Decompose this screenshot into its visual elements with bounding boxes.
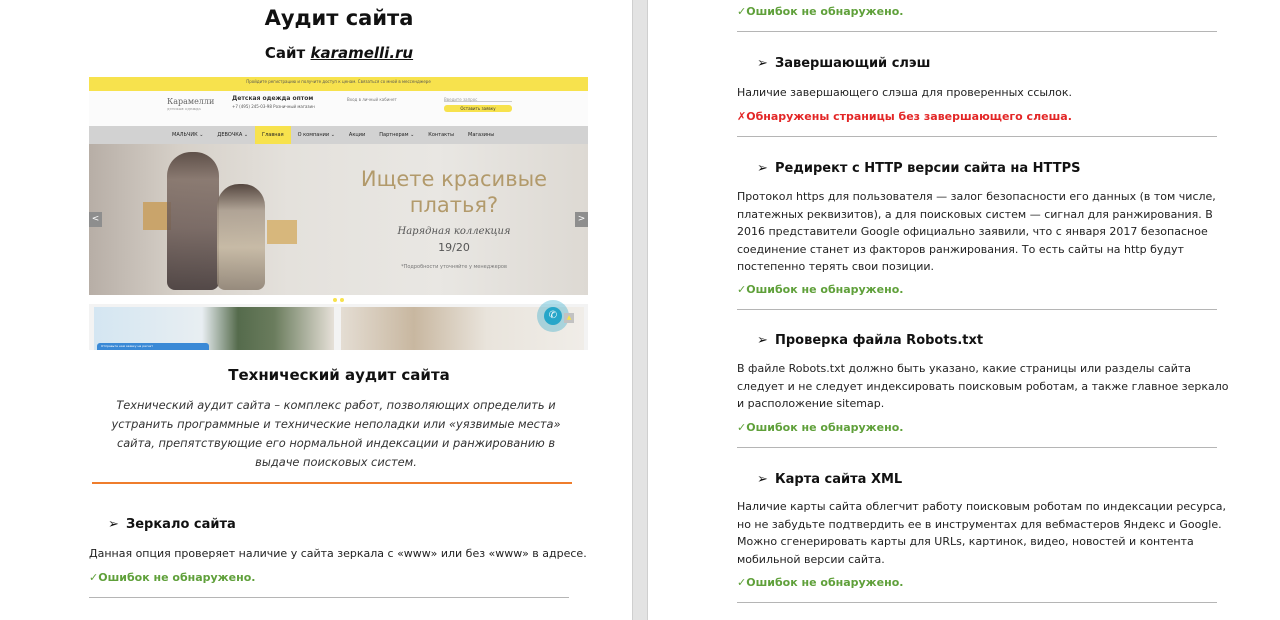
site-nav-item: ДЕВОЧКА ⌄ [217,132,249,138]
tile-banner: Отправьте нам заявку на расчет [97,343,209,350]
section-divider [737,309,1217,310]
arrow-bullet-icon: ➢ [757,161,768,176]
site-link[interactable]: karamelli.ru [310,44,414,62]
section-divider [737,136,1217,137]
girl-photo-right [217,184,265,290]
arrow-bullet-icon: ➢ [757,56,768,71]
girl-photo-left [167,152,219,290]
arrow-bullet-icon: ➢ [757,472,768,487]
site-nav-item: Акции [348,132,366,138]
section-text: Наличие завершающего слэша для проверенных ссылок. [737,86,1072,99]
intro-text: Технический аудит сайта – комплекс работ, позволяющих определить и устранить программные и технические неполадки или «уязвимые места» сайта, препятствующие его нормальной индексации и ранжированию в выдаче поисковых систем. [111,398,561,469]
section-text: Наличие карты сайта облегчит работу поисковым роботам по индексации ресурса, но не забудьте подтвердить ее в инструментах для вебмастеров Яндекс и Google. Можно сгенерировать карты для URLs, картинок, видео, новостей и контента мобильной версии сайта. [737,500,1226,566]
site-hero-banner [89,144,588,295]
arrow-bullet-icon: ➢ [108,517,119,532]
section-divider [737,602,1217,603]
document-page-right [648,0,1280,620]
section-divider [89,597,569,598]
site-request-button: Оставить заявку [444,105,512,112]
section-text: Протокол https для пользователя — залог безопасности его данных (в том числе, платежных реквизитов), а для поисковых систем — сигнал для ранжирования. В 2016 представители Google официально заявили, что с января 2017 безопасное соединение станет из факторов ранжирования. То есть сайты на http будут постепенно терять свои позиции. [737,190,1216,273]
site-login-link: Вход в личный кабинет [347,97,397,102]
site-nav-item: МАЛЬЧИК ⌄ [172,132,204,138]
status-ok: ✓Ошибок не обнаружено. [737,5,904,18]
section-divider [737,31,1217,32]
status-error: ✗Обнаружены страницы без завершающего слеша. [737,110,1072,123]
site-search-input: Введите запрос [444,97,512,102]
status-ok: ✓Ошибок не обнаружено. [737,283,904,296]
page-gutter [632,0,648,620]
hero-title: Ищете красивые платья? [360,167,548,217]
section-heading [757,56,930,71]
hero-collection: Нарядная коллекция [397,226,511,237]
section-heading [757,472,902,487]
section-text: В файле Robots.txt должно быть указано, какие страницы или разделы сайта следует и не следует индексировать поисковым роботам, а также главное зеркало и расположение sitemap. [737,362,1229,410]
warning-icon: ▲ [564,313,574,323]
site-logo-sub: детская одежда [167,106,201,111]
site-line [0,44,632,62]
section-divider [737,447,1217,448]
tile-christmas [94,307,334,350]
section-heading [757,333,983,348]
section-heading-text: Проверка файла Robots.txt [775,333,984,348]
website-screenshot [89,77,588,350]
document-title: Аудит сайта [264,6,414,30]
document-page-left [0,0,632,620]
site-nav-item: О компании ⌄ [297,132,335,138]
site-prefix: Сайт [264,44,311,62]
site-nav-item: Магазины [468,132,495,138]
site-top-bar: Пройдите регистрацию и получите доступ к ценам. Связаться со мной в мессенджере [89,77,588,91]
chevron-right-icon: > [575,212,588,227]
hero-year: 19/20 [438,241,470,254]
site-header [89,91,588,126]
phone-icon: ✆ [537,300,569,332]
site-header-phone: +7 (495) 245-03-98 Розничный магазин [232,104,315,109]
site-nav-item: Партнерам ⌄ [379,132,415,138]
section-heading [108,517,236,532]
chevron-left-icon: < [89,212,102,227]
section-heading-text: Завершающий слэш [775,56,931,71]
hero-note: *Подробности уточняйте у менеджеров [401,264,507,270]
status-ok: ✓Ошибок не обнаружено. [737,421,904,434]
section-heading [757,161,1080,176]
gift-box-image [267,220,297,244]
site-nav-item-active: Главная [255,126,291,144]
arrow-bullet-icon: ➢ [757,333,768,348]
site-logo-text: Карамелли [167,97,215,106]
section-heading-text: Редирект с HTTP версии сайта на HTTPS [775,161,1081,176]
status-ok: ✓Ошибок не обнаружено. [89,571,256,584]
section-text: Данная опция проверяет наличие у сайта зеркала с «www» или без «www» в адресе. [89,547,587,560]
status-ok: ✓Ошибок не обнаружено. [737,576,904,589]
site-header-title: Детская одежда оптом [232,95,314,102]
site-search [444,97,512,111]
site-logo [167,97,215,117]
site-nav-item: Контакты [428,132,455,138]
slider-dots [333,287,353,293]
section-heading-text: Зеркало сайта [126,517,236,532]
site-tiles [89,304,588,350]
orange-divider [92,482,572,484]
intro-heading: Технический аудит сайта [228,366,450,384]
site-nav [89,126,588,144]
section-heading-text: Карта сайта XML [775,472,903,487]
